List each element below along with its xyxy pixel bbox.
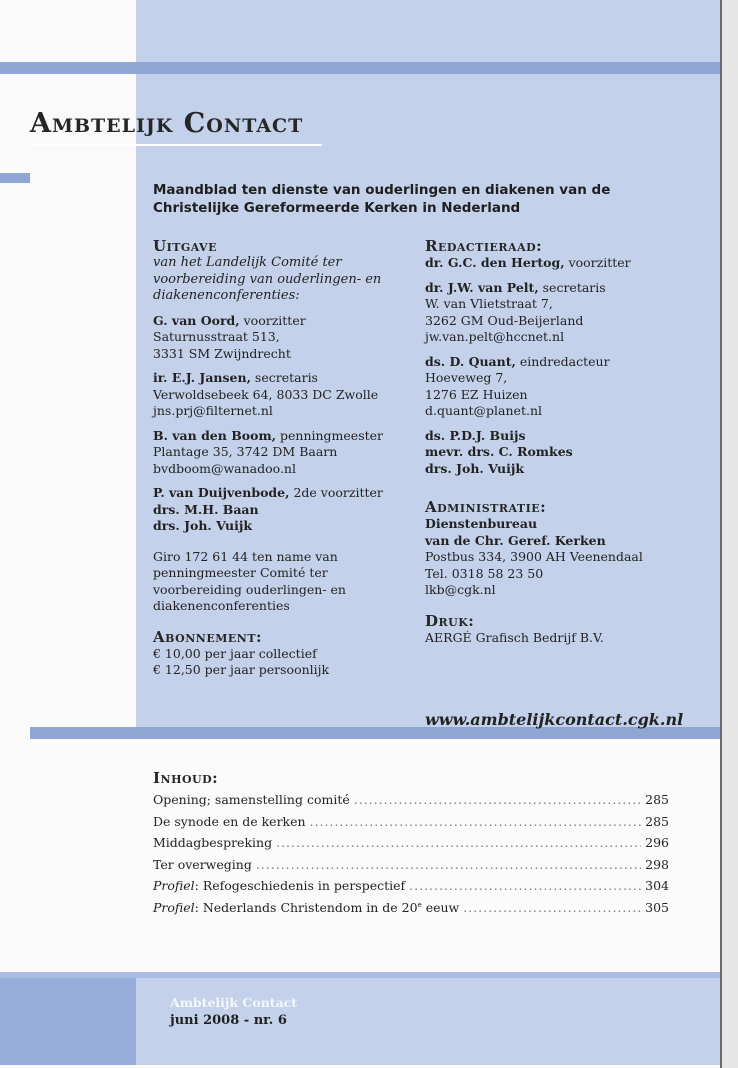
address-line: W. van Vlietstraat 7, xyxy=(425,296,553,311)
left-tab-mark xyxy=(0,173,30,183)
member-name: drs. Joh. Vuijk xyxy=(153,518,253,533)
address-line: Hoeveweg 7, xyxy=(425,370,508,385)
druk-text: AERGÉ Grafisch Bedrijf B.V. xyxy=(425,629,604,645)
toc-page: 304 xyxy=(645,878,669,893)
email-link[interactable]: lkb@cgk.nl xyxy=(425,582,496,597)
toc-item[interactable] xyxy=(153,814,669,836)
member-name: dr. J.W. van Pelt, xyxy=(425,279,539,295)
toc-title xyxy=(153,900,459,915)
footer-left-block xyxy=(0,975,136,1065)
toc-title: Opening; samenstelling comité xyxy=(153,792,350,807)
abonnement-heading: Abonnement: xyxy=(153,627,263,646)
member-role: eindredacteur xyxy=(515,353,610,369)
page-edge xyxy=(720,0,738,1068)
member-name: drs. M.H. Baan xyxy=(153,501,259,517)
member-block xyxy=(425,280,705,346)
email-link[interactable]: jns.prj@filternet.nl xyxy=(153,403,273,418)
member-name: ds. D. Quant, xyxy=(425,353,516,369)
left-column xyxy=(153,238,408,679)
toc-item[interactable] xyxy=(153,900,669,922)
email-link[interactable]: bvdboom@wanadoo.nl xyxy=(153,460,296,476)
toc-leader xyxy=(463,900,641,915)
member-name: drs. Joh. Vuijk xyxy=(425,460,525,476)
email-link[interactable]: d.quant@planet.nl xyxy=(425,403,542,418)
member-name: G. van Oord, xyxy=(153,312,240,328)
administratie-heading: Administratie: xyxy=(425,498,547,516)
toc-title-text: : Nederlands Christendom in de 20 xyxy=(194,899,418,915)
abonnement-line: € 12,50 per jaar persoonlijk xyxy=(153,662,330,677)
toc-leader xyxy=(409,878,641,893)
member-role: secretaris xyxy=(538,279,606,295)
toc-leader xyxy=(256,857,641,872)
toc-title-text: : Refogeschiedenis in perspectief xyxy=(194,878,406,893)
subtitle: Maandblad ten dienste van ouderlingen en diakenen van de Christelijke Gereformeerde Kerken in Nederland xyxy=(153,182,611,216)
address-line: Saturnusstraat 513, xyxy=(153,329,280,344)
toc-item[interactable] xyxy=(153,835,669,857)
member-name: B. van den Boom, xyxy=(153,427,277,443)
footer-issue: juni 2008 - nr. 6 xyxy=(170,1013,287,1028)
website-link[interactable]: www.ambtelijkcontact.cgk.nl xyxy=(425,710,684,729)
phone-line: Tel. 0318 58 23 50 xyxy=(425,565,544,581)
toc-prefix: Profiel xyxy=(153,899,195,915)
member-name: dr. G.C. den Hertog, xyxy=(425,255,565,270)
member-block xyxy=(153,428,408,478)
toc-title: Ter overweging xyxy=(153,856,252,872)
toc-title xyxy=(153,878,405,893)
member-role: 2de voorzitter xyxy=(289,485,383,500)
toc-leader xyxy=(354,792,641,807)
address-line: Postbus 334, 3900 AH Veenendaal xyxy=(425,549,643,564)
footer-band xyxy=(0,972,730,978)
member-role: voorzitter xyxy=(239,312,306,328)
member-name: mevr. drs. C. Romkes xyxy=(425,444,573,459)
member-role: voorzitter xyxy=(564,255,631,270)
address-line: 3262 GM Oud-Beijerland xyxy=(425,312,584,328)
giro-text: Giro 172 61 44 ten name van penningmeester Comité ter voorbereiding ouderlingen- en diakenenconferenties xyxy=(153,548,346,613)
address-line: Verwoldsebeek 64, 8033 DC Zwolle xyxy=(153,386,379,402)
org-line: van de Chr. Geref. Kerken xyxy=(425,532,606,548)
toc-prefix: Profiel xyxy=(153,878,195,893)
uitgave-intro: van het Landelijk Comité ter voorbereiding van ouderlingen- en diakenenconferenties: xyxy=(153,255,382,303)
toc-title-tail: eeuw xyxy=(421,899,460,915)
toc-leader xyxy=(276,835,641,850)
footer-publication: Ambtelijk Contact xyxy=(170,995,298,1010)
member-role: secretaris xyxy=(250,370,318,385)
uitgave-heading: Uitgave xyxy=(153,237,217,255)
member-block xyxy=(425,428,705,478)
toc-page: 296 xyxy=(645,835,669,850)
member-name: ds. P.D.J. Buijs xyxy=(425,427,526,443)
address-line: Plantage 35, 3742 DM Baarn xyxy=(153,444,338,459)
member-name: P. van Duijvenbode, xyxy=(153,485,290,500)
redactieraad-heading: Redactieraad: xyxy=(425,237,543,255)
address-line: 1276 EZ Huizen xyxy=(425,386,528,402)
email-link[interactable]: jw.van.pelt@hccnet.nl xyxy=(425,329,565,344)
toc-superscript: e xyxy=(417,900,422,909)
toc-page: 285 xyxy=(645,792,669,807)
toc-item[interactable] xyxy=(153,857,669,879)
member-block xyxy=(425,354,705,420)
right-column xyxy=(425,238,705,646)
druk-heading: Druk: xyxy=(425,611,475,630)
toc-page: 298 xyxy=(645,856,669,872)
toc-item[interactable] xyxy=(153,792,669,814)
abonnement-line: € 10,00 per jaar collectief xyxy=(153,645,317,661)
top-band xyxy=(0,62,730,74)
toc-title: De synode en de kerken xyxy=(153,813,306,829)
masthead: Ambtelijk Contact xyxy=(30,108,304,139)
toc-leader xyxy=(310,814,642,829)
toc-title: Middagbespreking xyxy=(153,835,273,850)
member-block xyxy=(153,313,408,363)
toc-page: 285 xyxy=(645,813,669,829)
member-block xyxy=(153,485,408,535)
org-line: Dienstenbureau xyxy=(425,516,538,531)
member-role: penningmeester xyxy=(276,427,384,443)
member-name: ir. E.J. Jansen, xyxy=(153,370,251,385)
table-of-contents xyxy=(153,792,669,921)
inhoud-heading: Inhoud: xyxy=(153,769,219,787)
masthead-underline xyxy=(30,144,322,146)
toc-page: 305 xyxy=(645,899,669,915)
toc-item[interactable] xyxy=(153,878,669,900)
member-block xyxy=(153,370,408,420)
address-line: 3331 SM Zwijndrecht xyxy=(153,345,291,361)
